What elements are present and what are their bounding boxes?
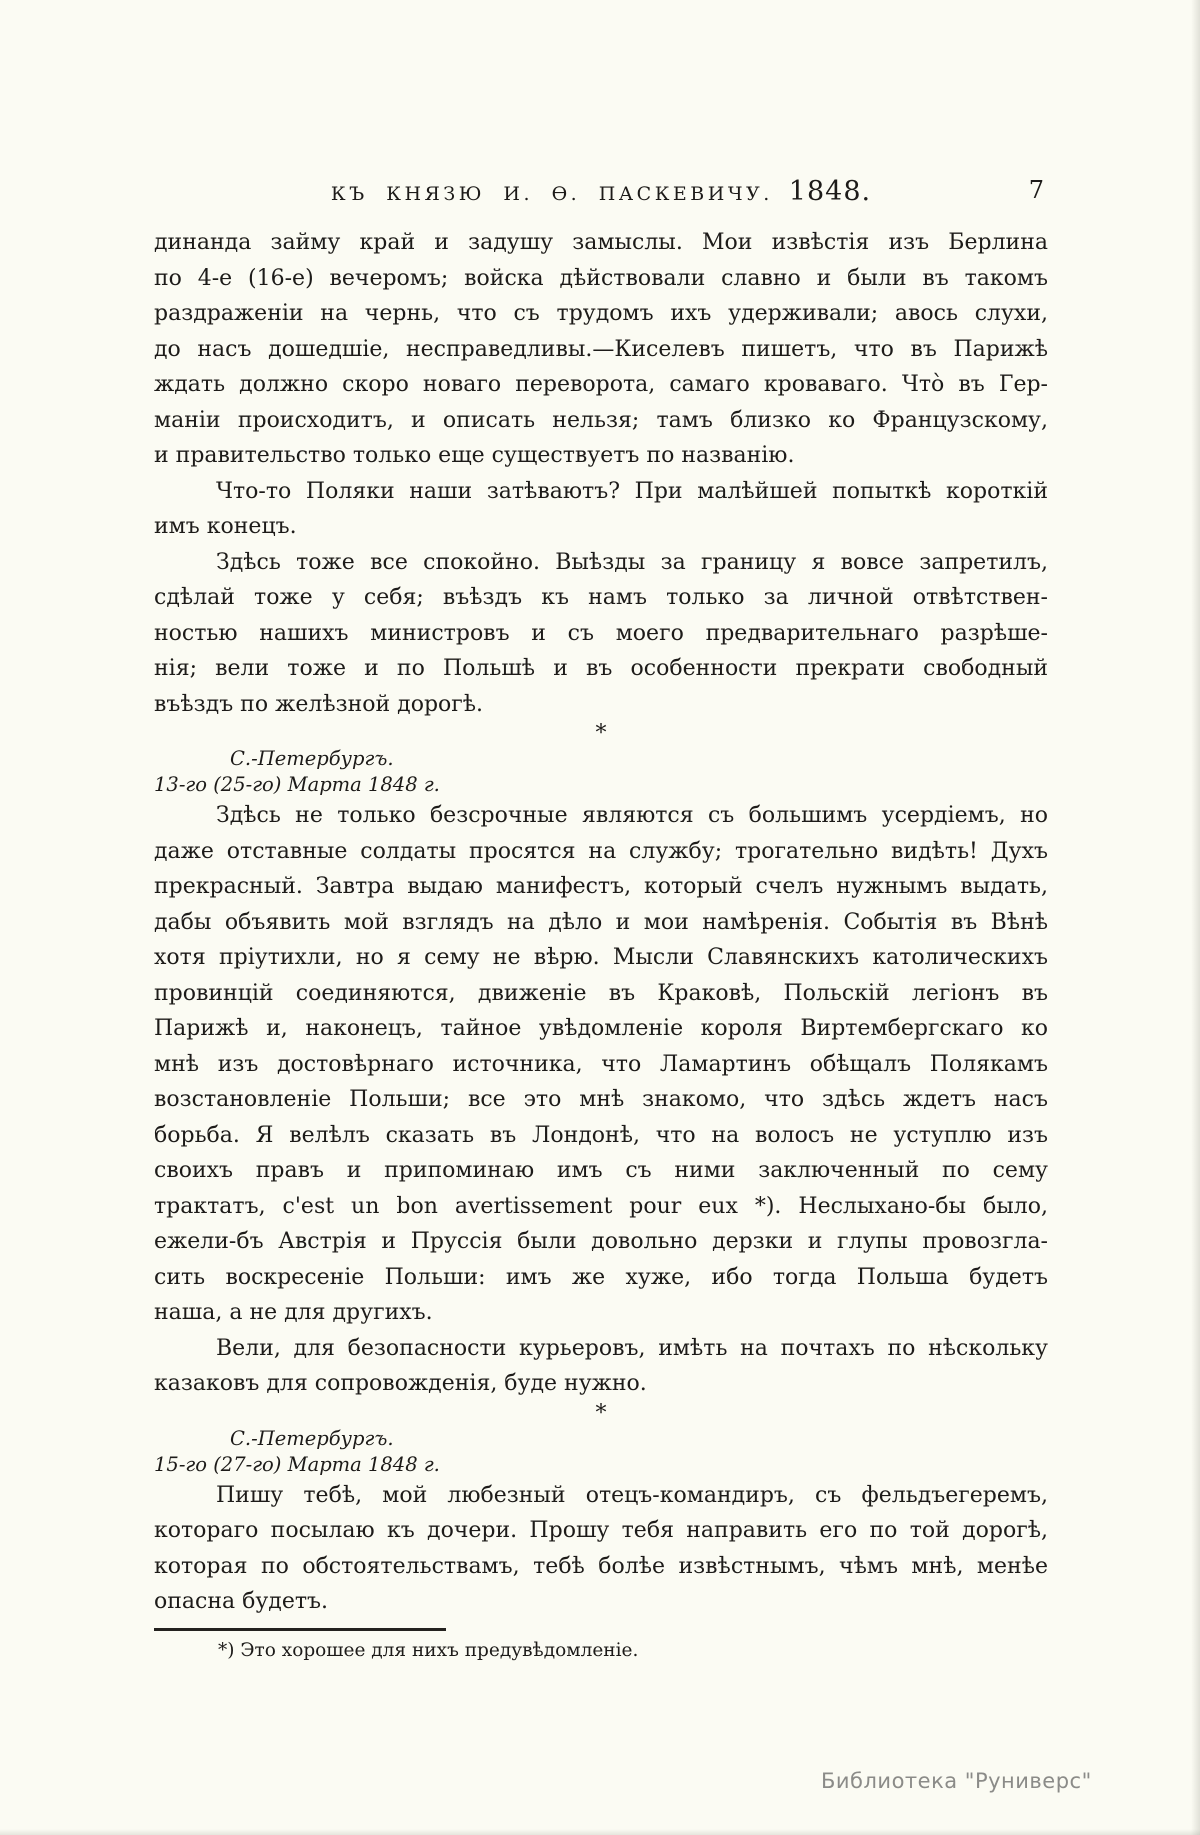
watermark-library-runivers: Библиотека "Руниверс" [821,1769,1092,1793]
text-line: динанда займу край и задушу замыслы. Мои извѣстія изъ Берлина [154,230,1048,255]
footnote-rule [154,1628,446,1631]
dateline-date: 15-го (27-го) Марта 1848 г. [154,1452,440,1476]
dateline-place: С.-Петербургъ. [230,1426,394,1450]
text-line: ностью нашихъ министровъ и съ моего предварительнаго разрѣше- [154,620,1048,646]
paragraph [154,798,1048,1331]
text-line: до насъ дошедшіе, несправедливы.—Киселевъ пишетъ, что въ Парижѣ [154,336,1048,362]
paragraph [154,1331,1048,1402]
page-body [154,225,1048,1620]
text-line: даже отставные солдаты просятся на службу; трогательно видѣть! Духъ [154,838,1048,864]
running-head [154,176,1048,207]
text-line: хотя пріутихли, но я сему не вѣрю. Мысли Славянскихъ католическихъ [154,945,1048,970]
dateline [154,746,1048,798]
text-line: и правительство только еще существуетъ по названію. [154,443,795,468]
dateline-place: С.-Петербургъ. [230,747,394,770]
text-line: наша, а не для другихъ. [154,1300,433,1325]
text-line: Вели, для безопасности курьеровъ, имѣть на почтахъ по нѣскольку [216,1335,1048,1361]
text-line: сить воскресеніе Польши: имъ же хуже, ибо тогда Польша будетъ [154,1264,1048,1290]
page-edge-shadow-right [1191,0,1200,1835]
text-line: ждать должно скоро новаго переворота, самаго кроваваго. Что̀ въ Гер- [154,372,1048,397]
text-line: дабы объявить мой взглядъ на дѣло и мои намѣренія. Событія въ Вѣнѣ [154,909,1048,935]
text-line: по 4-е (16-е) вечеромъ; войска дѣйствовали славно и были въ такомъ [154,265,1048,291]
text-line: Парижѣ и, наконецъ, тайное увѣдомленіе короля Виртембергскаго ко [154,1016,1048,1041]
text-line: возстановленіе Польши; все это мнѣ знакомо, что здѣсь ждетъ насъ [154,1087,1048,1112]
text-line: прекрасный. Завтра выдаю манифестъ, который счелъ нужнымъ выдать, [154,874,1048,899]
text-line: Здѣсь тоже все спокойно. Выѣзды за границу я вовсе запретилъ, [216,549,1048,575]
text-line: Пишу тебѣ, мой любезный отецъ-командиръ, съ фельдъегеремъ, [216,1482,1048,1508]
page-edge-shadow-bottom [0,1829,1200,1835]
paragraph [154,225,1048,474]
running-head-year: 1848. [788,176,872,207]
text-line: которая по обстоятельствамъ, тебѣ болѣе извѣстнымъ, чѣмъ мнѣ, менѣе [154,1553,1048,1579]
text-line: провинцій соединяются, движеніе въ Краковѣ, Польскій легіонъ въ [154,980,1048,1006]
footnote-text: *) Это хорошее для нихъ предувѣдомленіе. [218,1640,639,1661]
text-line: въѣздъ по желѣзной дорогѣ. [154,691,484,717]
text-line: трактатъ, c'est un bon avertissement pour eux *). Неслыхано-бы было, [154,1193,1048,1219]
dateline [154,1426,1048,1478]
text-line: котораго посылаю къ дочери. Прошу тебя направить его по той дорогѣ, [154,1518,1048,1543]
text-line: мнѣ изъ достовѣрнаго источника, что Ламартинъ обѣщалъ Полякамъ [154,1051,1048,1077]
paragraph [154,545,1048,723]
text-line: казаковъ для сопровожденія, буде нужно. [154,1371,647,1396]
text-line: нія; вели тоже и по Польшѣ и въ особенности прекрати свободный [154,656,1048,681]
running-head-title: КЪ КНЯЗЮ И. Ѳ. ПАСКЕВИЧУ. [330,183,773,205]
footnote-area [154,1619,1048,1664]
section-separator-asterisk: * [595,1400,607,1426]
dateline-date: 13-го (25-го) Марта 1848 г. [154,773,440,796]
page-number: 7 [1028,176,1044,204]
text-line: своихъ правъ и припоминаю имъ съ ними заключенный по сему [154,1158,1048,1183]
text-line: ежели-бъ Австрія и Пруссія были довольно дерзки и глупы провозгла- [154,1229,1048,1254]
text-line: раздраженіи на чернь, что съ трудомъ ихъ удерживали; авось слухи, [154,301,1048,326]
text-line: опасна будетъ. [154,1589,329,1614]
text-line: Что-то Поляки наши затѣваютъ? При малѣйшей попыткѣ короткій [216,478,1048,504]
text-line: имъ конецъ. [154,514,297,539]
text-line: борьба. Я велѣлъ сказать въ Лондонѣ, что на волосъ не уступлю изъ [154,1122,1048,1148]
text-line: сдѣлай тоже у себя; въѣздъ къ намъ только за личной отвѣтствен- [154,585,1048,610]
text-line: маніи происходитъ, и описать нельзя; тамъ близко ко Французскому, [154,407,1048,433]
section-separator-asterisk: * [595,721,607,746]
text-line: Здѣсь не только безсрочные являются съ большимъ усердіемъ, но [216,803,1048,828]
paragraph [154,1478,1048,1620]
paragraph [154,474,1048,545]
